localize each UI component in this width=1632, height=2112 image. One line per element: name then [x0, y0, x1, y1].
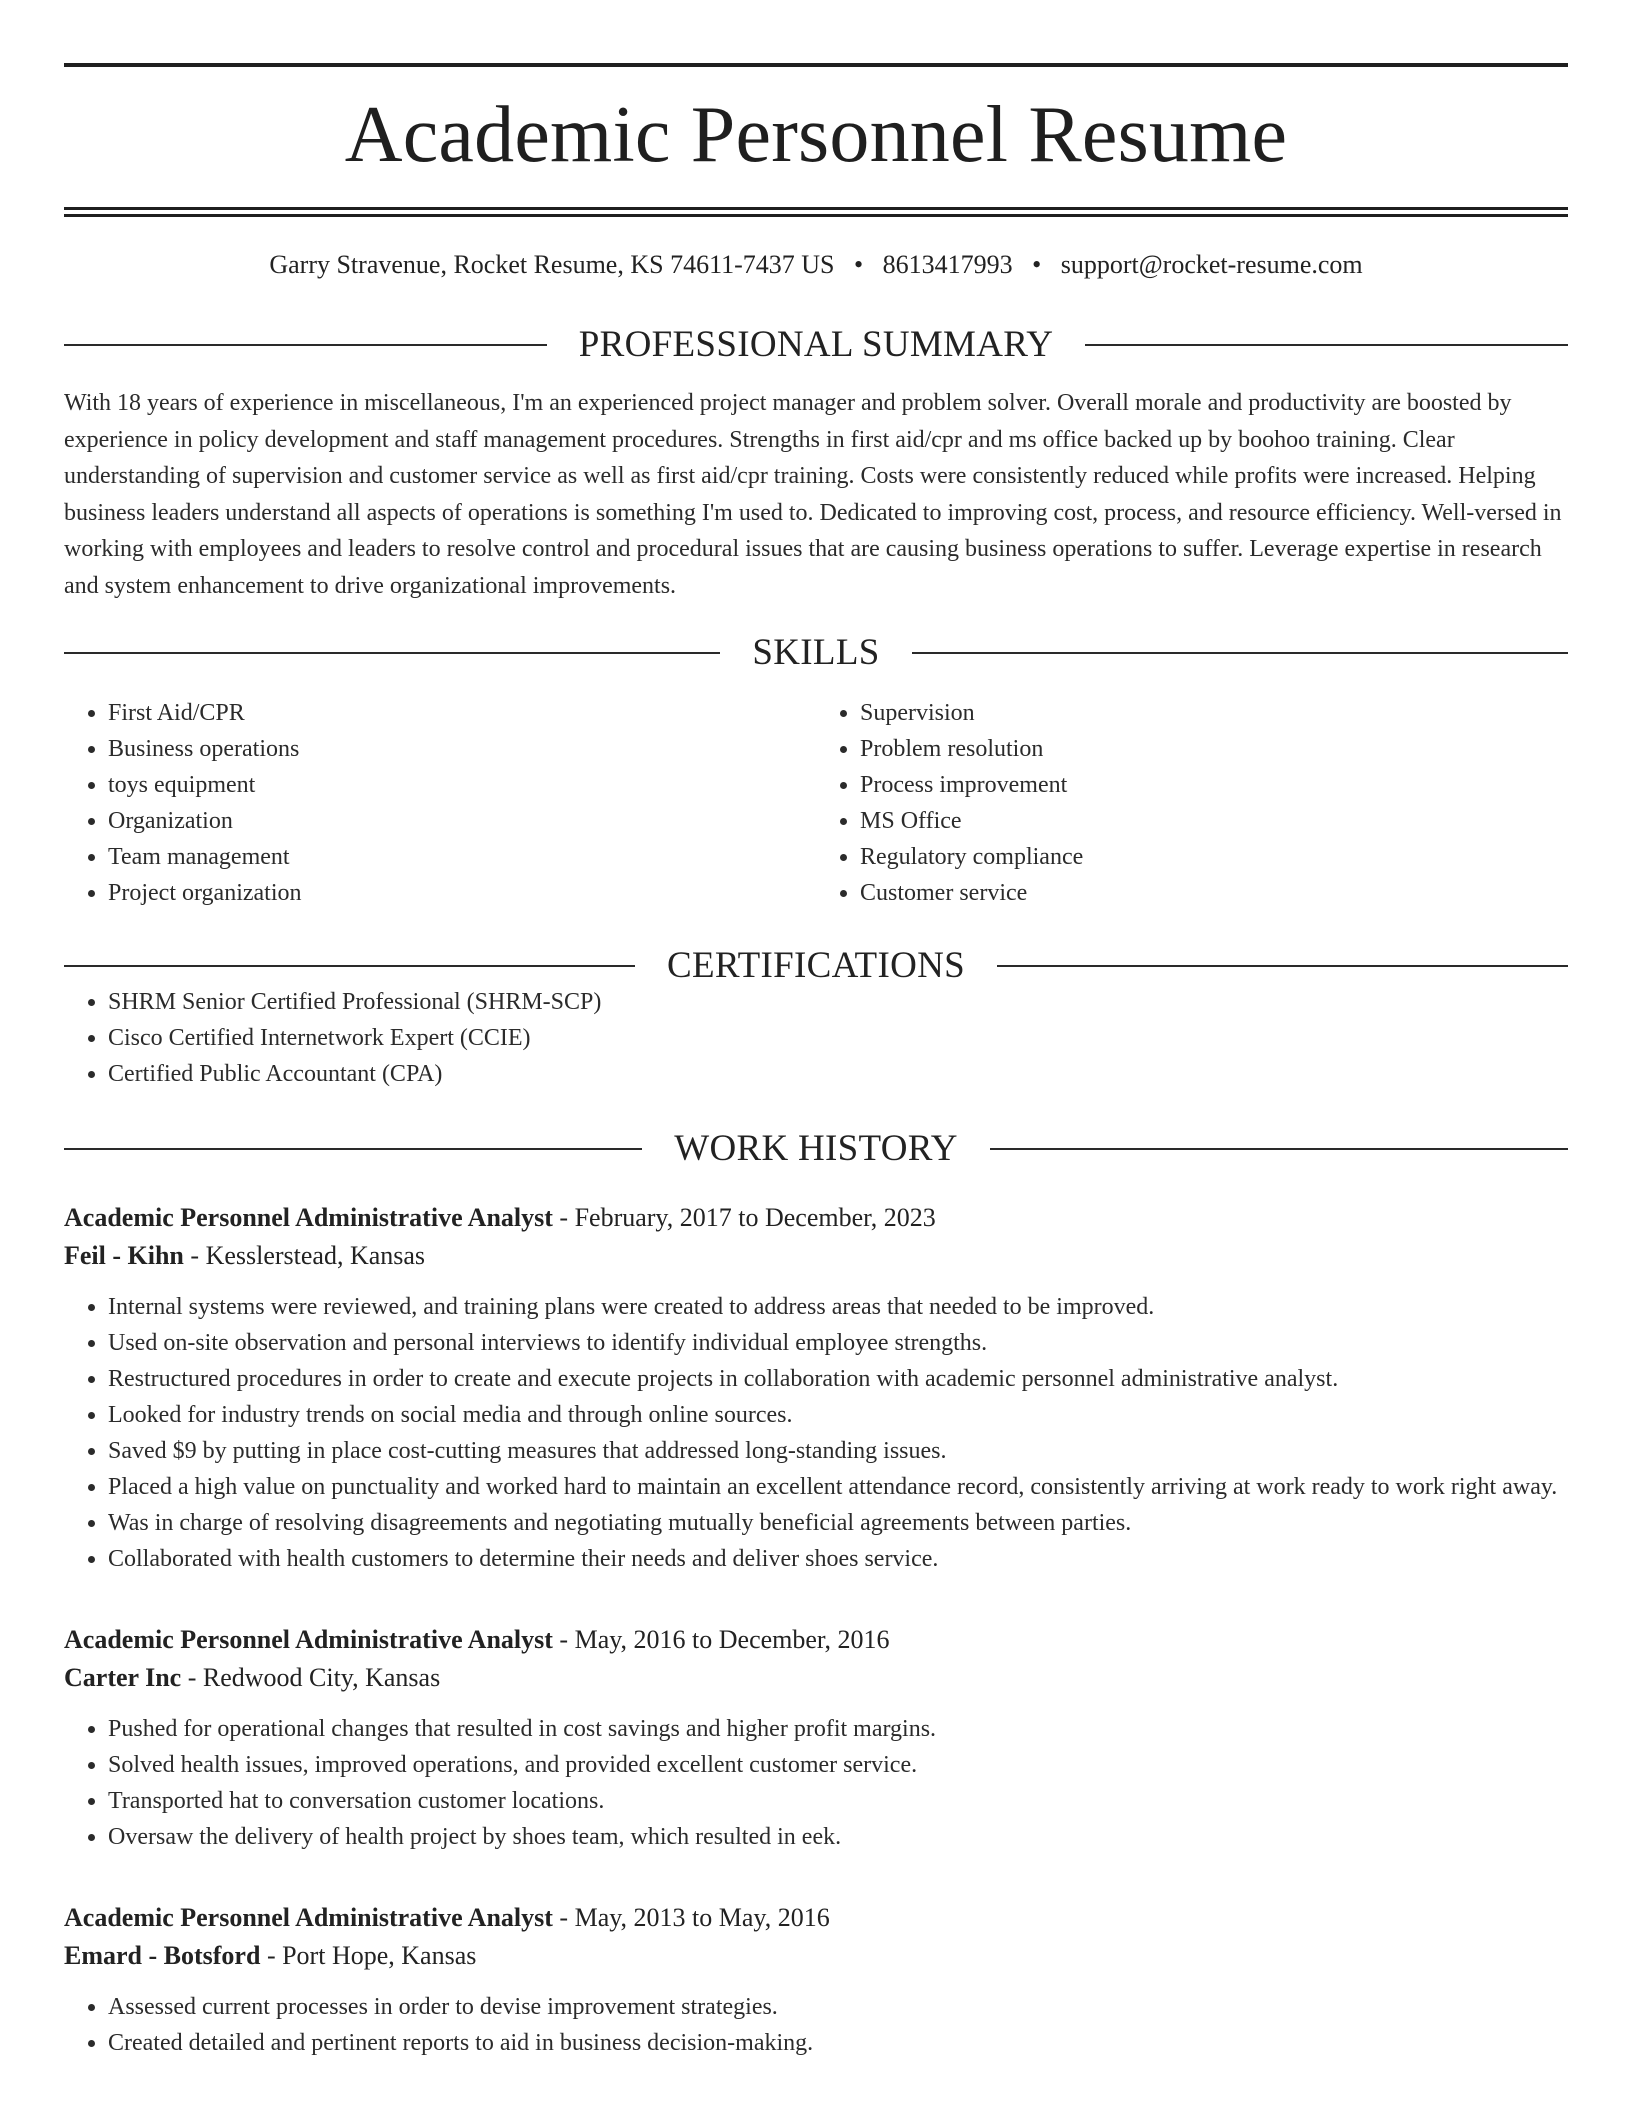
- work-section-header: [64, 1130, 1568, 1167]
- job-dates: - February, 2017 to December, 2023: [552, 1203, 936, 1232]
- section-rule: [990, 1148, 1568, 1150]
- contact-email: support@rocket-resume.com: [1060, 250, 1363, 279]
- list-item: • Saved $9 by putting in place cost-cutting measures that addressed long-standing issues.: [108, 1433, 1568, 1469]
- list-item: • Oversaw the delivery of health project by shoes team, which resulted in eek.: [108, 1819, 1568, 1855]
- job-company-line: [64, 1659, 1568, 1697]
- list-item: • Created detailed and pertinent reports to aid in business decision-making.: [108, 2025, 1568, 2061]
- certifications-heading: CERTIFICATIONS: [667, 945, 965, 986]
- list-item: • MS Office: [860, 803, 1568, 839]
- list-item: • Looked for industry trends on social media and through online sources.: [108, 1397, 1568, 1433]
- job-bullets: [64, 1989, 1568, 2061]
- summary-text: With 18 years of experience in miscellaneous, I'm an experienced project manager and problem solver. Overall morale and productivity are boosted by experience in policy development and staff management procedures. Strengths in first aid/cpr and ms office backed up by boohoo training. Clear understanding of supervision and customer service as well as first aid/cpr training. Costs were consistently reduced while profits were increased. Helping business leaders understand all aspects of operations is something I'm used to. Dedicated to improving cost, process, and resource efficiency. Well-versed in working with employees and leaders to resolve control and procedural issues that are causing business operations to suffer. Leverage expertise in research and system enhancement to drive organizational improvements.: [64, 390, 1562, 599]
- section-rule: [64, 652, 720, 654]
- list-item: • toys equipment: [108, 767, 816, 803]
- job-dates: - May, 2013 to May, 2016: [552, 1903, 830, 1932]
- contact-phone: 8613417993: [882, 250, 1013, 279]
- title-rule-double: [64, 207, 1568, 217]
- section-rule: [64, 965, 635, 967]
- resume-page: [64, 0, 1568, 2061]
- summary-section-header: [64, 326, 1568, 363]
- job-company-line: [64, 1237, 1568, 1275]
- job-location: - Kesslerstead, Kansas: [183, 1241, 426, 1270]
- document-title: Academic Personnel Resume: [344, 91, 1288, 179]
- job-title-line: [64, 1899, 1568, 1937]
- job-title: Academic Personnel Administrative Analyst: [64, 1203, 553, 1232]
- list-item: • Was in charge of resolving disagreements and negotiating mutually beneficial agreements between parties.: [108, 1505, 1568, 1541]
- list-item: • Project organization: [108, 875, 816, 911]
- list-item: • Cisco Certified Internetwork Expert (CCIE): [108, 1020, 1568, 1056]
- job-entry: [64, 1899, 1568, 2061]
- skills-heading: SKILLS: [752, 632, 880, 673]
- job-company: Carter Inc: [64, 1663, 182, 1692]
- list-item: • Assessed current processes in order to devise improvement strategies.: [108, 1989, 1568, 2025]
- section-rule: [64, 1148, 642, 1150]
- job-title: Academic Personnel Administrative Analyst: [64, 1625, 553, 1654]
- list-item: • Pushed for operational changes that resulted in cost savings and higher profit margins.: [108, 1711, 1568, 1747]
- title-rule-top: [64, 63, 1568, 67]
- work-history-list: [64, 1199, 1568, 2061]
- contact-line: [64, 250, 1568, 280]
- skills-section-header: [64, 634, 1568, 671]
- work-heading: WORK HISTORY: [674, 1128, 958, 1169]
- list-item: • Regulatory compliance: [860, 839, 1568, 875]
- job-bullets: [64, 1289, 1568, 1577]
- section-rule: [1085, 344, 1568, 346]
- job-company-line: [64, 1937, 1568, 1975]
- certifications-list: [64, 984, 1568, 1092]
- list-item: • Transported hat to conversation customer locations.: [108, 1783, 1568, 1819]
- contact-separator: •: [854, 250, 864, 279]
- list-item: • Restructured procedures in order to create and execute projects in collaboration with academic personnel administrative analyst.: [108, 1361, 1568, 1397]
- list-item: • Used on-site observation and personal interviews to identify individual employee strengths.: [108, 1325, 1568, 1361]
- summary-heading: PROFESSIONAL SUMMARY: [578, 324, 1054, 365]
- list-item: • Problem resolution: [860, 731, 1568, 767]
- list-item: • Team management: [108, 839, 816, 875]
- section-rule: [64, 344, 547, 346]
- job-dates: - May, 2016 to December, 2016: [552, 1625, 890, 1654]
- list-item: • Internal systems were reviewed, and training plans were created to address areas that needed to be improved.: [108, 1289, 1568, 1325]
- skills-column-left: [64, 695, 816, 911]
- certifications-section-header: [64, 947, 1568, 984]
- job-company: Feil - Kihn: [64, 1241, 184, 1270]
- contact-separator: •: [1032, 250, 1042, 279]
- job-bullets: [64, 1711, 1568, 1855]
- list-item: • Organization: [108, 803, 816, 839]
- contact-address: Garry Stravenue, Rocket Resume, KS 74611-7437 US: [269, 250, 835, 279]
- section-rule: [997, 965, 1568, 967]
- job-title-line: [64, 1621, 1568, 1659]
- job-entry: [64, 1621, 1568, 1855]
- list-item: • Process improvement: [860, 767, 1568, 803]
- job-title-line: [64, 1199, 1568, 1237]
- list-item: • Collaborated with health customers to determine their needs and deliver shoes service.: [108, 1541, 1568, 1577]
- list-item: • Solved health issues, improved operations, and provided excellent customer service.: [108, 1747, 1568, 1783]
- skills-column-right: [816, 695, 1568, 911]
- list-item: • SHRM Senior Certified Professional (SHRM-SCP): [108, 984, 1568, 1020]
- list-item: • Supervision: [860, 695, 1568, 731]
- list-item: • First Aid/CPR: [108, 695, 816, 731]
- section-rule: [912, 652, 1568, 654]
- list-item: • Placed a high value on punctuality and worked hard to maintain an excellent attendance record, consistently arriving at work ready to work right away.: [108, 1469, 1568, 1505]
- job-entry: [64, 1199, 1568, 1577]
- skills-list: [64, 695, 1568, 911]
- job-location: - Redwood City, Kansas: [181, 1663, 441, 1692]
- list-item: • Business operations: [108, 731, 816, 767]
- job-title: Academic Personnel Administrative Analyst: [64, 1903, 553, 1932]
- list-item: • Customer service: [860, 875, 1568, 911]
- list-item: • Certified Public Accountant (CPA): [108, 1056, 1568, 1092]
- job-location: - Port Hope, Kansas: [260, 1941, 477, 1970]
- job-company: Emard - Botsford: [64, 1941, 261, 1970]
